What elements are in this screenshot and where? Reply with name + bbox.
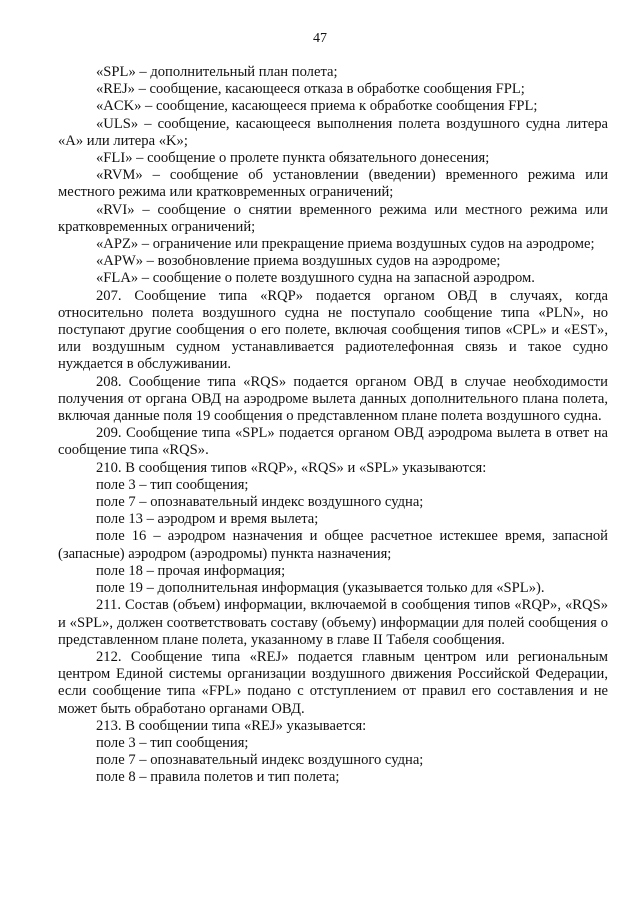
definition-uls: «ULS» – сообщение, касающееся выполнения полета воздушного судна литера «A» или литера «K»; [58,115,608,149]
definition-spl: «SPL» – дополнительный план полета; [96,64,338,80]
clause-209: 209. Сообщение типа «SPL» подается органом ОВД аэродрома вылета в ответ на сообщение типа «RQS». [58,425,608,459]
definition-fla: «FLA» – сообщение о полете воздушного судна на запасной аэродром. [96,270,535,287]
clause-212: 212. Сообщение типа «REJ» подается главным центром или региональным центром Единой системы организации воздушного движения Российской Федерации, если сообщение типа «FPL» подано с отступлением от правил его составления и не может быть обработано органами ОВД. [58,648,608,717]
field-item: поле 18 – прочая информация; [96,562,286,579]
definition-apz: «APZ» – ограничение или прекращение приема воздушных судов на аэродроме; [96,236,595,253]
clause-208: 208. Сообщение типа «RQS» подается органом ОВД в случае необходимости получения от органа ОВД на аэродроме вылета данных дополнительного плана полета, включая данные поля 19 сообщения о представленном плане полета воздушного судна. [58,373,608,425]
clause-210: 210. В сообщения типов «RQP», «RQS» и «SPL» указываются: [96,459,487,476]
page-number: 47 [313,31,327,46]
definition-ack: «ACK» – сообщение, касающееся приема к обработке сообщения FPL; [96,98,538,115]
definition-rvm: «RVM» – сообщение об установлении (введении) временного режима или местного режима или кратковременных ограничений; [58,167,608,201]
field-item: поле 7 – опознавательный индекс воздушного судна; [96,752,424,769]
clause-211: 211. Состав (объем) информации, включаемой в сообщения типов «RQP», «RQS» и «SPL», должен соответствовать составу (объему) информации для полей сообщения о представленном плане полета, указанному в главе II Табеля сообщения. [58,597,608,648]
definition-rej: «REJ» – сообщение, касающееся отказа в обработке сообщения FPL; [96,81,525,98]
field-item: поле 19 – дополнительная информация (указывается только для «SPL»). [96,580,545,597]
field-item: поле 7 – опознавательный индекс воздушного судна; [96,494,424,511]
clause-207: 207. Сообщение типа «RQP» подается органом ОВД в случаях, когда относительно полета воздушного судна не поступало сообщение типа «PLN», но поступают другие сообщения о его полете, включая сообщения типов «CPL» и «EST», или воздушным судном устанавливается радиотелефонная связь и такое судно нуждается в обслуживании. [58,287,608,373]
document-body [58,64,608,787]
definition-fli: «FLI» – сообщение о пролете пункта обязательного донесения; [96,150,490,167]
field-item: поле 3 – тип сообщения; [96,734,249,751]
definition-apw: «APW» – возобновление приема воздушных судов на аэродроме; [96,253,501,270]
definition-rvi: «RVI» – сообщение о снятии временного режима или местного режима или кратковременных ограничений; [58,201,608,235]
field-item: поле 3 – тип сообщения; [96,476,249,493]
field-item: поле 13 – аэродром и время вылета; [96,511,319,528]
field-item: поле 16 – аэродром назначения и общее расчетное истекшее время, запасной (запасные) аэродром (аэродромы) пункта назначения; [58,528,608,562]
clause-213: 213. В сообщении типа «REJ» указывается: [96,717,367,734]
field-item: поле 8 – правила полетов и тип полета; [96,769,340,786]
